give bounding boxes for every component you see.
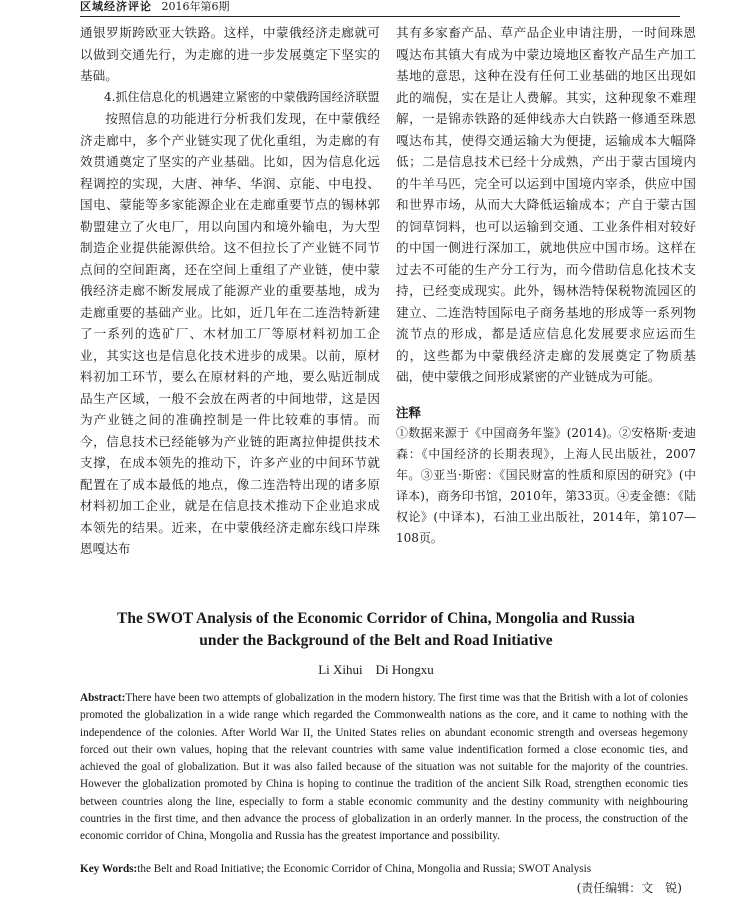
keywords-label: Key Words: xyxy=(80,863,138,875)
running-header xyxy=(80,0,680,17)
keywords xyxy=(80,861,688,878)
english-title xyxy=(60,608,692,652)
abstract xyxy=(80,690,688,846)
editor-credit: (责任编辑：文 锐) xyxy=(576,881,682,895)
journal-name: 区域经济评论 xyxy=(80,0,152,13)
left-column xyxy=(80,22,380,560)
notes-text: ①数据来源于《中国商务年鉴》(2014)。②安格斯·麦迪森：《中国经济的长期表现》，上海人民出版社，2007年。③亚当·斯密：《国民财富的性质和原因的研究》(中译本)，商务印书馆，2010年，第33页。④麦金德：《陆权论》(中译本)，石油工业出版社，2014年，第107—108页。 xyxy=(396,426,696,545)
right-column xyxy=(396,22,696,549)
authors: Li Xihui Di Hongxu xyxy=(318,662,434,677)
title-line: The SWOT Analysis of the Economic Corridor of China, Mongolia and Russia xyxy=(117,610,635,627)
section-subheading: 4.抓住信息化的机遇建立紧密的中蒙俄跨国经济联盟 xyxy=(104,89,380,104)
abstract-label: Abstract: xyxy=(80,692,126,704)
paragraph: 其有多家畜产品、草产品企业申请注册，一时间珠恩嘎达布其镇大有成为中蒙边境地区畜牧产品生产加工基地的意思，这种在没有任何工业基础的地区出现如此的端倪，实在是让人费解。其实，这种现象不难理解，一是锦赤铁路的延伸线赤大白铁路一修通至珠恩嘎达布其，使得交通运输大为便捷，运输成本大幅降低；二是信息技术已经十分成熟，产出于蒙古国境内的牛羊马匹，完全可以运到中国境内宰杀，供应中国和世界市场，从而大大降低运输成本；产自于蒙古国的饲草饲料，也可以运输到交通、工业条件相对较好的中国一侧进行深加工，就地供应中国市场。这样在过去不可能的生产分工行为，而今借助信息化技术支持，已经变成现实。此外，锡林浩特保税物流园区的建立、二连浩特国际电子商务基地的形成等一系列物流节点的形成，都是适应信息化发展要求应运而生的，这些都为中蒙俄经济走廊的发展奠定了物质基础，使中蒙俄之间形成紧密的产业链成为可能。 xyxy=(396,25,696,384)
abstract-text: There have been two attempts of globalization in the modern history. The first time was that the British with a lot of colonies promoted the globalization in a wide range which regarded the Commonwealth nations as the core, and it came to nothing with the independence of the colonies. After World War II, the United States relies on abundant economic strength and overseas hegemony forced out their own values, hoping that the relevant countries with same value indentification formed a close economic ties, and achieved the goal of globalization. But it was also failed because of the situation was not suitable for the majority of the countries. However the globalization promoted by China is hoping to continue the tradition of the ancient Silk Road, strengthen economic ties between countries along the line, especially to form a stable economic community and the destiny community with neighbouring countries in the first time, and then advance the process of globalization in an orderly manner. In the process, the construction of the economic corridor of China, Mongolia and Russia has the greatest importance and possibility. xyxy=(80,692,688,843)
issue-label: 2016年第6期 xyxy=(161,0,230,13)
notes-heading: 注释 xyxy=(396,404,422,420)
paragraph: 按照信息的功能进行分析我们发现，在中蒙俄经济走廊中，多个产业链实现了优化重组，为走廊的有效贯通奠定了坚实的产业基础。比如，因为信息化远程调控的实现，大唐、神华、华润、京能、中电投、国电、蒙能等多家能源企业在走廊重要节点的锡林郭勒盟建立了火电厂，用以向国内和境外输电，为大型制造企业提供能源供给。这不但拉长了产业链不同节点间的空间距离，还在空间上重组了产业链，使中蒙俄经济走廊不断发展成了能源产业的重要基地，成为走廊重要的基础产业。比如，近几年在二连浩特新建了一系列的选矿厂、木材加工厂等原材料初加工企业，其实这也是信息化技术进步的成果。以前，原材料初加工环节，要么在原材料的产地，要么贴近制成品生产区域，一般不会放在两者的中间地带，这是因为产业链之间的准确控制是一件比较难的事情。而今，信息技术已经能够为产业链的距离拉伸提供技术支撑，在成本领先的推动下，许多产业的中间环节就配置在了成本最低的地点，像二连浩特出现的诸多原材料初加工企业，就是在信息技术推动下企业追求成本领先的结果。近来，在中蒙俄经济走廊东线口岸珠恩嘎达布 xyxy=(80,111,380,556)
paragraph: 通银罗斯跨欧亚大铁路。这样，中蒙俄经济走廊就可以做到交通先行，为走廊的进一步发展奠定下坚实的基础。 xyxy=(80,25,380,83)
title-line: under the Background of the Belt and Road Initiative xyxy=(199,632,553,649)
keywords-text: the Belt and Road Initiative; the Economic Corridor of China, Mongolia and Russia; SWOT Analysis xyxy=(137,863,592,875)
